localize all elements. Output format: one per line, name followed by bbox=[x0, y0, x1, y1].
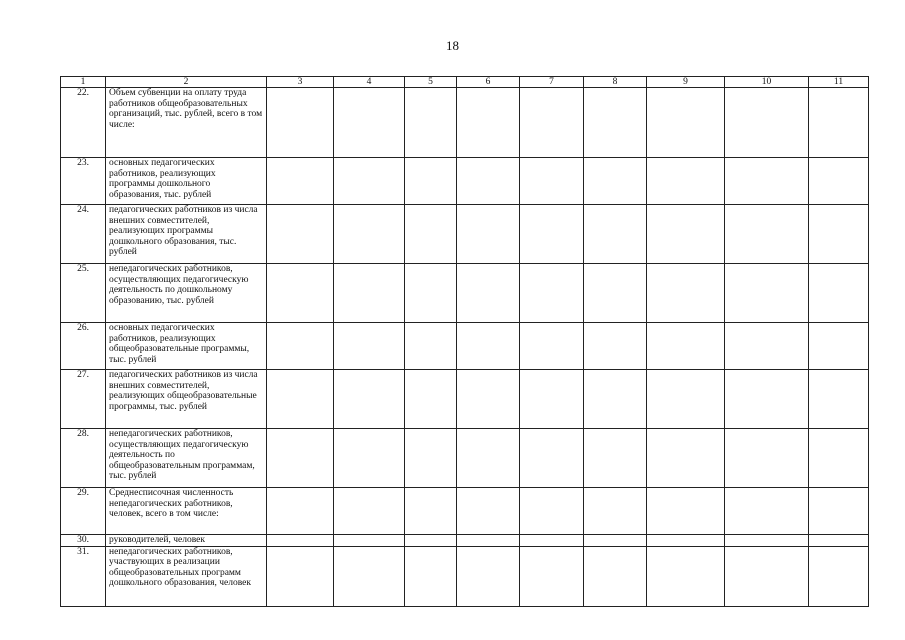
row-description: Объем субвенции на оплату труда работников общеобразовательных организаций, тыс. рублей, всего в том числе: bbox=[106, 88, 267, 158]
data-cell bbox=[405, 205, 457, 264]
data-cell bbox=[584, 88, 647, 158]
data-cell bbox=[584, 488, 647, 535]
data-cell bbox=[267, 535, 334, 547]
column-header: 11 bbox=[809, 77, 869, 88]
row-number: 29. bbox=[61, 488, 106, 535]
column-header: 5 bbox=[405, 77, 457, 88]
data-cell bbox=[520, 323, 584, 370]
data-cell bbox=[334, 370, 405, 429]
row-number: 22. bbox=[61, 88, 106, 158]
data-cell bbox=[520, 88, 584, 158]
data-cell bbox=[405, 546, 457, 606]
data-cell bbox=[267, 205, 334, 264]
data-cell bbox=[725, 158, 809, 205]
data-cell bbox=[520, 370, 584, 429]
data-cell bbox=[520, 205, 584, 264]
data-cell bbox=[584, 264, 647, 323]
data-cell bbox=[520, 429, 584, 488]
data-cell bbox=[809, 264, 869, 323]
data-cell bbox=[457, 370, 520, 429]
table-row bbox=[61, 429, 869, 488]
column-header: 8 bbox=[584, 77, 647, 88]
table-row bbox=[61, 158, 869, 205]
data-cell bbox=[334, 535, 405, 547]
row-description: непедагогических работников, осуществляющих педагогическую деятельность по общеобразовательным программам, тыс. рублей bbox=[106, 429, 267, 488]
data-cell bbox=[267, 370, 334, 429]
data-cell bbox=[334, 429, 405, 488]
data-cell bbox=[520, 546, 584, 606]
data-cell bbox=[334, 488, 405, 535]
data-cell bbox=[725, 370, 809, 429]
data-cell bbox=[457, 264, 520, 323]
row-description: Среднесписочная численность непедагогических работников, человек, всего в том числе: bbox=[106, 488, 267, 535]
data-cell bbox=[725, 205, 809, 264]
data-cell bbox=[809, 205, 869, 264]
row-number: 31. bbox=[61, 546, 106, 606]
table-row bbox=[61, 264, 869, 323]
data-cell bbox=[647, 488, 725, 535]
data-cell bbox=[809, 158, 869, 205]
table-row bbox=[61, 546, 869, 606]
data-cell bbox=[334, 264, 405, 323]
data-cell bbox=[647, 88, 725, 158]
data-cell bbox=[725, 264, 809, 323]
data-cell bbox=[334, 205, 405, 264]
data-cell bbox=[405, 88, 457, 158]
data-cell bbox=[334, 158, 405, 205]
data-cell bbox=[584, 158, 647, 205]
data-cell bbox=[809, 488, 869, 535]
data-cell bbox=[334, 88, 405, 158]
data-cell bbox=[809, 88, 869, 158]
column-header: 10 bbox=[725, 77, 809, 88]
data-cell bbox=[647, 546, 725, 606]
column-header: 4 bbox=[334, 77, 405, 88]
data-cell bbox=[405, 370, 457, 429]
row-number: 24. bbox=[61, 205, 106, 264]
page-number: 18 bbox=[446, 38, 459, 53]
data-cell bbox=[457, 323, 520, 370]
data-cell bbox=[584, 546, 647, 606]
data-cell bbox=[267, 158, 334, 205]
data-cell bbox=[334, 323, 405, 370]
column-header: 7 bbox=[520, 77, 584, 88]
data-cell bbox=[267, 323, 334, 370]
data-cell bbox=[457, 535, 520, 547]
data-cell bbox=[647, 429, 725, 488]
data-cell bbox=[809, 370, 869, 429]
header-row bbox=[61, 77, 869, 88]
data-cell bbox=[267, 429, 334, 488]
row-number: 27. bbox=[61, 370, 106, 429]
column-header: 3 bbox=[267, 77, 334, 88]
data-cell bbox=[584, 535, 647, 547]
row-number: 28. bbox=[61, 429, 106, 488]
column-header: 2 bbox=[106, 77, 267, 88]
table-row bbox=[61, 488, 869, 535]
data-cell bbox=[267, 264, 334, 323]
data-cell bbox=[584, 370, 647, 429]
data-cell bbox=[405, 535, 457, 547]
data-cell bbox=[647, 264, 725, 323]
data-cell bbox=[520, 264, 584, 323]
row-number: 25. bbox=[61, 264, 106, 323]
column-header: 6 bbox=[457, 77, 520, 88]
row-description: руководителей, человек bbox=[106, 535, 267, 547]
data-cell bbox=[405, 429, 457, 488]
data-cell bbox=[457, 205, 520, 264]
data-cell bbox=[725, 535, 809, 547]
data-cell bbox=[520, 488, 584, 535]
data-cell bbox=[584, 323, 647, 370]
data-cell bbox=[809, 429, 869, 488]
data-cell bbox=[725, 323, 809, 370]
data-cell bbox=[405, 488, 457, 535]
table-row bbox=[61, 535, 869, 547]
row-number: 23. bbox=[61, 158, 106, 205]
data-cell bbox=[457, 546, 520, 606]
data-cell bbox=[725, 546, 809, 606]
data-cell bbox=[334, 546, 405, 606]
data-cell bbox=[725, 88, 809, 158]
column-header: 1 bbox=[61, 77, 106, 88]
row-description: непедагогических работников, осуществляющих педагогическую деятельность по дошкольному образованию, тыс. рублей bbox=[106, 264, 267, 323]
row-description: педагогических работников из числа внешних совместителей, реализующих программы дошкольного образования, тыс. рублей bbox=[106, 205, 267, 264]
data-cell bbox=[647, 323, 725, 370]
data-cell bbox=[405, 158, 457, 205]
data-cell bbox=[647, 158, 725, 205]
table-row bbox=[61, 370, 869, 429]
data-cell bbox=[267, 488, 334, 535]
table-row bbox=[61, 205, 869, 264]
data-cell bbox=[725, 488, 809, 535]
row-number: 30. bbox=[61, 535, 106, 547]
data-cell bbox=[405, 264, 457, 323]
data-cell bbox=[520, 158, 584, 205]
column-header: 9 bbox=[647, 77, 725, 88]
data-table bbox=[60, 76, 869, 607]
data-cell bbox=[647, 370, 725, 429]
data-cell bbox=[457, 88, 520, 158]
row-description: основных педагогических работников, реализующих программы дошкольного образования, тыс. рублей bbox=[106, 158, 267, 205]
data-cell bbox=[405, 323, 457, 370]
row-description: основных педагогических работников, реализующих общеобразовательные программы, тыс. рублей bbox=[106, 323, 267, 370]
table-row bbox=[61, 88, 869, 158]
row-description: педагогических работников из числа внешних совместителей, реализующих общеобразовательные программы, тыс. рублей bbox=[106, 370, 267, 429]
data-cell bbox=[809, 546, 869, 606]
table-row bbox=[61, 323, 869, 370]
data-cell bbox=[584, 205, 647, 264]
row-number: 26. bbox=[61, 323, 106, 370]
data-cell bbox=[457, 488, 520, 535]
data-cell bbox=[647, 205, 725, 264]
data-cell bbox=[809, 535, 869, 547]
data-cell bbox=[457, 158, 520, 205]
data-cell bbox=[457, 429, 520, 488]
data-cell bbox=[647, 535, 725, 547]
data-cell bbox=[584, 429, 647, 488]
data-cell bbox=[725, 429, 809, 488]
row-description: непедагогических работников, участвующих в реализации общеобразовательных программ дошкольного образования, человек bbox=[106, 546, 267, 606]
data-cell bbox=[267, 88, 334, 158]
data-cell bbox=[520, 535, 584, 547]
data-cell bbox=[267, 546, 334, 606]
data-cell bbox=[809, 323, 869, 370]
